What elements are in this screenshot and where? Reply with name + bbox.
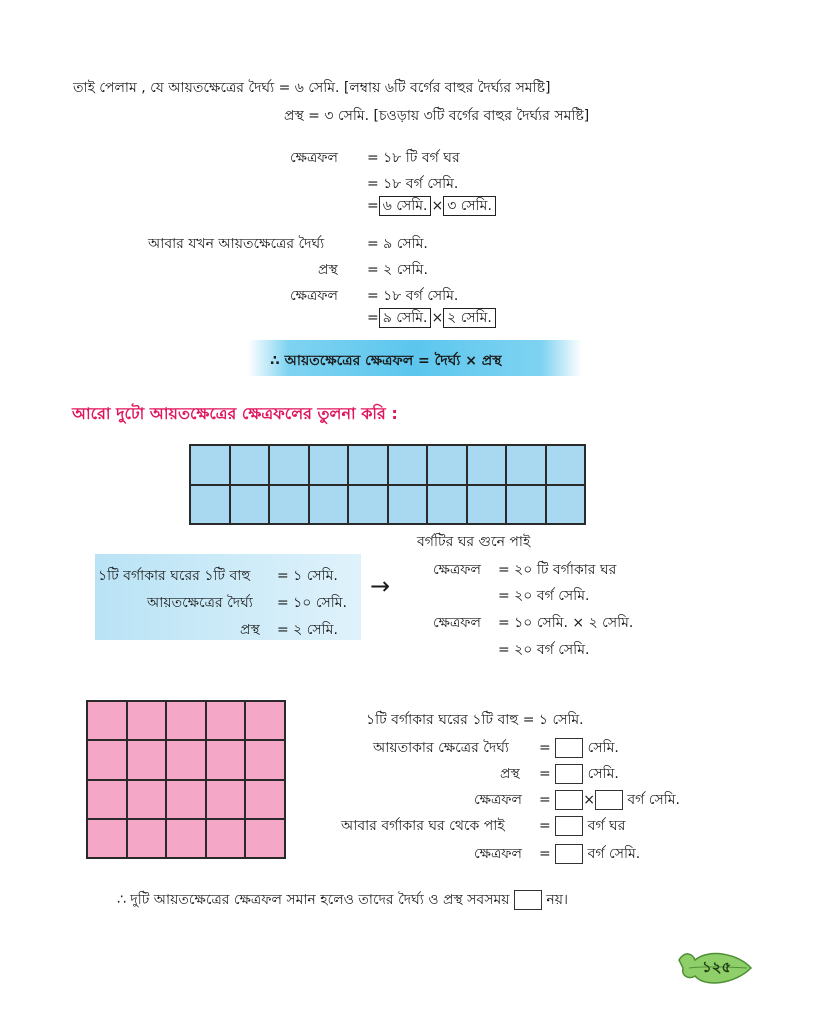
exercise-width-row: = সেমি. bbox=[539, 766, 619, 782]
length-answer-input[interactable] bbox=[555, 738, 583, 758]
pink-grid-cell bbox=[127, 740, 167, 779]
calc-line-1: = ২০ টি বর্গাকার ঘর bbox=[498, 562, 617, 578]
area-factor-a-input[interactable] bbox=[555, 790, 583, 810]
width-box: ৩ সেমি. bbox=[443, 196, 496, 216]
exercise-side: ১টি বর্গাকার ঘরের ১টি বাহু = ১ সেমি. bbox=[366, 712, 584, 728]
exercise-width-label: প্রস্থ bbox=[500, 766, 520, 782]
blue-grid-cell bbox=[467, 485, 507, 525]
length-label-3: আয়তক্ষেত্রের দৈর্ঘ্য bbox=[147, 595, 253, 611]
pink-grid-cell bbox=[166, 819, 206, 858]
count-caption: বর্গটির ঘর গুনে পাই bbox=[417, 534, 531, 550]
exercise-area-label: ক্ষেত্রফল bbox=[474, 792, 522, 808]
width-line: প্রস্থ = ৩ সেমি. [চওড়ায় ৩টি বর্গের বাহুর দৈর্ঘ্যর সমষ্টি] bbox=[284, 108, 590, 124]
blue-grid-cell bbox=[388, 445, 428, 485]
pink-grid-cell bbox=[206, 740, 246, 779]
conclusion-answer-input[interactable] bbox=[514, 890, 542, 910]
exercise-count-label: আবার বর্গাকার ঘর থেকে পাই bbox=[341, 818, 505, 834]
pink-grid-cell bbox=[245, 819, 285, 858]
blue-grid-cell bbox=[546, 445, 586, 485]
blue-rectangle-grid bbox=[189, 444, 586, 525]
pink-grid-cell bbox=[206, 701, 246, 740]
area-sqcm: = ১৮ বর্গ সেমি. bbox=[367, 176, 459, 192]
pink-grid-cell bbox=[245, 740, 285, 779]
blue-grid-cell bbox=[309, 445, 349, 485]
pink-grid-cell bbox=[87, 780, 127, 819]
blue-grid-cell bbox=[230, 485, 270, 525]
intro-line: তাই পেলাম , যে আয়তক্ষেত্রের দৈর্ঘ্য = ৬ সেমি. [লম্বায় ৬টি বর্গের বাহুর দৈর্ঘ্যর সমষ্টি] bbox=[73, 80, 551, 96]
blue-grid-cell bbox=[190, 485, 230, 525]
area-label: ক্ষেত্রফল bbox=[290, 150, 338, 166]
page-number: ১২৫ bbox=[702, 958, 732, 976]
pink-grid-cell bbox=[127, 780, 167, 819]
width-label-3: প্রস্থ bbox=[240, 622, 260, 638]
area-product-2: = ৯ সেমি. × ২ সেমি. bbox=[367, 308, 496, 328]
exercise-count-row: = বর্গ ঘর bbox=[539, 818, 626, 834]
pink-grid-cell bbox=[206, 819, 246, 858]
pink-grid-cell bbox=[206, 780, 246, 819]
blue-grid-cell bbox=[269, 445, 309, 485]
exercise-length-label: আয়তাকার ক্ষেত্রের দৈর্ঘ্য bbox=[373, 740, 509, 756]
blue-grid-cell bbox=[348, 485, 388, 525]
side-value: = ১ সেমি. bbox=[277, 568, 338, 584]
length-label-2: আবার যখন আয়তক্ষেত্রের দৈর্ঘ্য bbox=[148, 236, 325, 252]
area-label-2: ক্ষেত্রফল bbox=[290, 288, 338, 304]
area-answer-input[interactable] bbox=[555, 844, 583, 864]
area-factor-b-input[interactable] bbox=[595, 790, 623, 810]
length-value-3: = ১০ সেমি. bbox=[277, 595, 347, 611]
area-label-4: ক্ষেত্রফল bbox=[433, 615, 481, 631]
blue-grid-cell bbox=[190, 445, 230, 485]
width-value-2: = ২ সেমি. bbox=[367, 262, 428, 278]
blue-grid-cell bbox=[427, 445, 467, 485]
pink-grid-cell bbox=[87, 740, 127, 779]
area-formula: ∴ আয়তক্ষেত্রের ক্ষেত্রফল = দৈর্ঘ্য × প্রস্থ bbox=[270, 353, 502, 369]
length-box: ৬ সেমি. bbox=[379, 196, 432, 216]
blue-grid-cell bbox=[427, 485, 467, 525]
pink-grid-cell bbox=[166, 780, 206, 819]
calc-line-4: = ২০ বর্গ সেমি. bbox=[498, 642, 590, 658]
pink-grid-cell bbox=[166, 701, 206, 740]
blue-grid-cell bbox=[506, 485, 546, 525]
blue-grid-cell bbox=[230, 445, 270, 485]
width-label-2: প্রস্থ bbox=[318, 262, 338, 278]
width-box-2: ২ সেমি. bbox=[443, 308, 496, 328]
pink-grid-cell bbox=[87, 701, 127, 740]
pink-rectangle-grid bbox=[86, 700, 286, 859]
pink-grid-cell bbox=[245, 780, 285, 819]
blue-grid-cell bbox=[309, 485, 349, 525]
width-answer-input[interactable] bbox=[555, 764, 583, 784]
exercise-area2-row: = বর্গ সেমি. bbox=[539, 846, 641, 862]
conclusion: ∴ দুটি আয়তক্ষেত্রের ক্ষেত্রফল সমান হলেও তাদের দৈর্ঘ্য ও প্রস্থ সবসময় নয়। bbox=[117, 892, 569, 908]
cell-count-input[interactable] bbox=[555, 816, 583, 836]
length-box-2: ৯ সেমি. bbox=[379, 308, 432, 328]
pink-grid-cell bbox=[127, 819, 167, 858]
pink-grid-cell bbox=[245, 701, 285, 740]
blue-grid-cell bbox=[546, 485, 586, 525]
width-value-3: = ২ সেমি. bbox=[277, 622, 338, 638]
area-cells: = ১৮ টি বর্গ ঘর bbox=[367, 150, 460, 166]
calc-line-3: = ১০ সেমি. × ২ সেমি. bbox=[498, 615, 634, 631]
exercise-area-row: = × বর্গ সেমি. bbox=[539, 792, 680, 808]
pink-grid-cell bbox=[127, 701, 167, 740]
exercise-length-row: = সেমি. bbox=[539, 740, 619, 756]
area-product: = ৬ সেমি. × ৩ সেমি. bbox=[367, 196, 496, 216]
blue-grid-cell bbox=[269, 485, 309, 525]
section-heading: আরো দুটো আয়তক্ষেত্রের ক্ষেত্রফলের তুলনা করি : bbox=[72, 404, 398, 423]
blue-grid-cell bbox=[506, 445, 546, 485]
blue-grid-cell bbox=[388, 485, 428, 525]
arrow-icon: → bbox=[370, 572, 391, 600]
blue-grid-cell bbox=[467, 445, 507, 485]
calc-line-2: = ২০ বর্গ সেমি. bbox=[498, 588, 590, 604]
area-label-3: ক্ষেত্রফল bbox=[433, 562, 481, 578]
side-label: ১টি বর্গাকার ঘরের ১টি বাহু bbox=[98, 568, 251, 584]
blue-grid-cell bbox=[348, 445, 388, 485]
area-value-2: = ১৮ বর্গ সেমি. bbox=[367, 288, 459, 304]
length-value-2: = ৯ সেমি. bbox=[367, 236, 428, 252]
pink-grid-cell bbox=[166, 740, 206, 779]
exercise-area2-label: ক্ষেত্রফল bbox=[474, 846, 522, 862]
pink-grid-cell bbox=[87, 819, 127, 858]
